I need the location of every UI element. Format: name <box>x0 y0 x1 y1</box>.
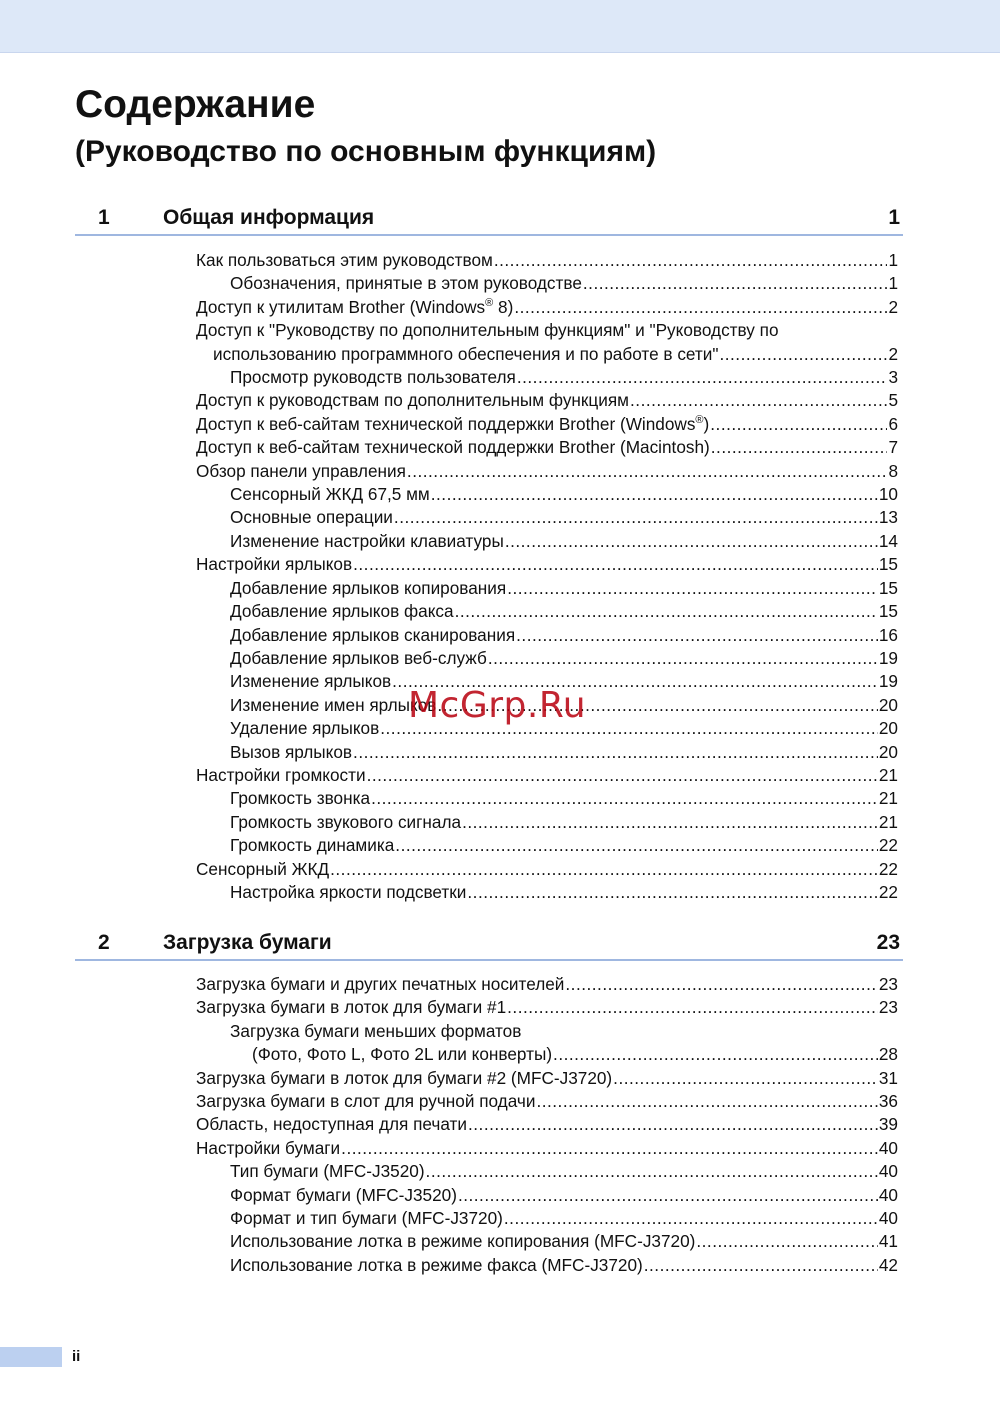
leader-dots <box>504 1207 878 1230</box>
leader-dots <box>455 600 878 623</box>
toc-entry[interactable] <box>196 858 898 881</box>
toc-entry-page: 41 <box>878 1231 898 1252</box>
toc-entry-page: 1 <box>888 273 898 294</box>
toc-entry-label: Формат и тип бумаги (MFC-J3720) <box>230 1208 503 1229</box>
toc-entry-label: Обозначения, принятые в этом руководстве <box>230 273 582 294</box>
toc-entry[interactable] <box>196 506 898 529</box>
toc-entry-label: Загрузка бумаги в лоток для бумаги #2 (MFC-J3720) <box>196 1067 613 1088</box>
toc-entry[interactable] <box>196 366 898 389</box>
toc-entry-label-continued: использованию программного обеспечения и по работе в сети" <box>213 343 719 364</box>
toc-entry-label: Вызов ярлыков <box>230 741 353 762</box>
toc-entry-page: 21 <box>878 788 898 809</box>
toc-entry-page: 19 <box>878 647 898 668</box>
toc-entry-page: 21 <box>878 811 898 832</box>
toc-entry-page: 7 <box>888 437 898 458</box>
leader-dots <box>696 1230 878 1253</box>
toc-entry-page: 16 <box>878 624 898 645</box>
toc-entry-page: 28 <box>878 1044 898 1065</box>
toc-entry-page: 22 <box>878 835 898 856</box>
registered-mark: ® <box>695 413 704 426</box>
toc-entry[interactable] <box>196 647 898 670</box>
chapter-title: Загрузка бумаги <box>163 931 332 954</box>
toc-entry-page: 22 <box>878 881 898 902</box>
leader-dots <box>536 1090 877 1113</box>
toc-entry-label: Загрузка бумаги в лоток для бумаги #1 <box>196 997 507 1018</box>
toc-entry-label: Добавление ярлыков факса <box>230 601 454 622</box>
leader-dots <box>353 553 878 576</box>
toc-entry[interactable] <box>196 296 898 319</box>
toc-entry-continuation <box>196 343 898 366</box>
toc-entry-page: 23 <box>878 997 898 1018</box>
toc-entry[interactable] <box>196 1160 898 1183</box>
toc-entry-page: 15 <box>878 577 898 598</box>
leader-dots <box>462 811 878 834</box>
toc-entry[interactable] <box>196 1113 898 1136</box>
toc-entry-label: Громкость звукового сигнала <box>230 811 462 832</box>
leader-dots <box>507 577 878 600</box>
toc-entry-label: Настройки бумаги <box>196 1137 341 1158</box>
toc-entry[interactable] <box>196 1067 898 1090</box>
chapter-title: Общая информация <box>163 206 375 229</box>
toc-entry[interactable] <box>196 1043 898 1066</box>
toc-entry-label: Сенсорный ЖКД <box>196 858 330 879</box>
page-subtitle: (Руководство по основным функциям) <box>75 135 657 168</box>
toc-entry-page: 21 <box>878 764 898 785</box>
toc-entry-label: Настройки ярлыков <box>196 554 353 575</box>
toc-entry[interactable] <box>196 483 898 506</box>
leader-dots <box>394 506 878 529</box>
leader-dots <box>613 1067 878 1090</box>
toc-entry-label: Добавление ярлыков копирования <box>230 577 507 598</box>
toc-entry[interactable] <box>196 996 898 1019</box>
leader-dots <box>517 366 888 389</box>
toc-entry-page: 20 <box>878 694 898 715</box>
toc-entry-label: Доступ к руководствам по дополнительным функциям <box>196 390 630 411</box>
leader-dots <box>711 436 888 459</box>
toc-entry-label: Добавление ярлыков веб-служб <box>230 647 487 668</box>
toc-entry-label: Изменение имен ярлыков <box>230 694 437 715</box>
page-title: Содержание <box>75 83 316 126</box>
toc-entry[interactable] <box>196 834 898 857</box>
toc-entry-label: Доступ к "Руководству по дополнительным функциям" и "Руководству по <box>196 320 779 341</box>
toc-entry-label: Загрузка бумаги меньших форматов <box>230 1020 522 1041</box>
toc-entry[interactable] <box>196 249 898 272</box>
leader-dots <box>468 1113 878 1136</box>
toc-entry[interactable] <box>196 1020 898 1043</box>
toc-entry-label: Обзор панели управления <box>196 460 406 481</box>
toc-entry[interactable] <box>196 577 898 600</box>
toc-entry[interactable] <box>196 460 898 483</box>
leader-dots <box>353 741 878 764</box>
toc-entry[interactable] <box>196 436 898 459</box>
toc-entry-page: 40 <box>878 1208 898 1229</box>
leader-dots <box>630 389 887 412</box>
footer-band <box>0 1347 62 1367</box>
toc-entry[interactable] <box>196 600 898 623</box>
toc-entry-page: 20 <box>878 718 898 739</box>
toc-entry-label: Использование лотка в режиме факса (MFC-J3720) <box>230 1254 643 1275</box>
toc-entry-page: 22 <box>878 858 898 879</box>
leader-dots <box>431 483 878 506</box>
leader-dots <box>330 858 878 881</box>
toc-list-chapter-1 <box>196 249 898 904</box>
chapter-number: 1 <box>98 206 110 229</box>
leader-dots <box>583 272 888 295</box>
toc-entry-page: 39 <box>878 1114 898 1135</box>
toc-entry-label: Просмотр руководств пользователя <box>230 367 516 388</box>
leader-dots <box>426 1160 878 1183</box>
label-text: 8) <box>493 296 514 317</box>
toc-entry-label: Загрузка бумаги в слот для ручной подачи <box>196 1091 536 1112</box>
toc-entry-page: 23 <box>878 974 898 994</box>
toc-entry[interactable] <box>196 1207 898 1230</box>
toc-entry-label <box>196 296 513 319</box>
toc-entry[interactable] <box>196 624 898 647</box>
toc-entry-page: 40 <box>878 1161 898 1182</box>
toc-entry-label: Изменение ярлыков <box>230 671 392 692</box>
toc-entry-page: 31 <box>878 1067 898 1088</box>
leader-dots <box>516 624 878 647</box>
toc-entry-label: Область, недоступная для печати <box>196 1114 467 1135</box>
toc-entry-label: Настройка яркости подсветки <box>230 881 467 902</box>
leader-dots <box>514 296 887 319</box>
toc-list-chapter-2 <box>196 973 898 1277</box>
toc-entry-multiline[interactable] <box>196 319 898 366</box>
leader-dots <box>505 530 878 553</box>
toc-entry[interactable] <box>196 811 898 834</box>
toc-entry[interactable] <box>196 787 898 810</box>
toc-entry[interactable] <box>196 272 898 295</box>
label-text: Доступ к веб-сайтам технической поддержки Brother (Windows <box>196 413 696 434</box>
toc-entry-page: 40 <box>878 1184 898 1205</box>
toc-entry-page: 13 <box>878 507 898 528</box>
leader-dots <box>719 343 887 366</box>
leader-dots <box>488 647 878 670</box>
leader-dots <box>407 460 888 483</box>
registered-mark: ® <box>485 296 494 309</box>
toc-entry-page: 1 <box>888 250 898 270</box>
leader-dots <box>710 413 887 436</box>
leader-dots <box>341 1137 878 1160</box>
leader-dots <box>494 249 888 272</box>
toc-entry[interactable] <box>196 764 898 787</box>
toc-entry-label: Основные операции <box>230 507 393 528</box>
chapter-number: 2 <box>98 931 110 954</box>
toc-entry[interactable] <box>196 553 898 576</box>
leader-dots <box>565 973 877 996</box>
toc-entry-page: 3 <box>888 367 898 388</box>
toc-entry-label: Громкость динамика <box>230 835 395 856</box>
toc-entry[interactable] <box>196 389 898 412</box>
toc-entry-page: 2 <box>888 296 898 317</box>
toc-entry[interactable] <box>196 413 898 436</box>
toc-entry-label: Использование лотка в режиме копирования (MFC-J3720) <box>230 1231 696 1252</box>
page-number: ii <box>72 1348 81 1365</box>
chapter-heading[interactable] <box>75 204 903 236</box>
toc-entry-label: Формат бумаги (MFC-J3520) <box>230 1184 457 1205</box>
header-band <box>0 0 1000 53</box>
toc-entry-page: 5 <box>888 390 898 411</box>
toc-entry-label: Добавление ярлыков сканирования <box>230 624 516 645</box>
leader-dots <box>553 1043 878 1066</box>
toc-entry-label: Настройки громкости <box>196 764 366 785</box>
leader-dots <box>367 764 878 787</box>
leader-dots <box>644 1254 878 1277</box>
chapter-page: 1 <box>888 206 900 229</box>
toc-entry-page: 20 <box>878 741 898 762</box>
toc-entry[interactable] <box>196 1137 898 1160</box>
toc-entry[interactable] <box>196 1230 898 1253</box>
toc-entry-label: Загрузка бумаги и других печатных носителей <box>196 974 565 994</box>
toc-entry-label: Удаление ярлыков <box>230 718 380 739</box>
toc-entry-page: 6 <box>888 413 898 434</box>
toc-entry[interactable] <box>196 973 898 996</box>
toc-entry[interactable] <box>196 1254 898 1277</box>
leader-dots <box>458 1184 878 1207</box>
toc-entry[interactable] <box>196 1090 898 1113</box>
leader-dots <box>371 787 878 810</box>
toc-entry-page: 40 <box>878 1137 898 1158</box>
watermark: McGrp.Ru <box>408 685 587 726</box>
toc-entry-page: 10 <box>878 484 898 505</box>
chapter-heading[interactable] <box>75 929 903 961</box>
toc-entry[interactable] <box>196 530 898 553</box>
toc-entry-label: Как пользоваться этим руководством <box>196 250 493 270</box>
toc-entry-label: Сенсорный ЖКД 67,5 мм <box>230 484 430 505</box>
toc-entry-page: 15 <box>878 601 898 622</box>
toc-entry-page: 8 <box>888 460 898 481</box>
leader-dots <box>467 881 877 904</box>
chapter-page: 23 <box>876 931 900 954</box>
label-text: Доступ к утилитам Brother (Windows <box>196 296 486 317</box>
toc-entry-page: 15 <box>878 554 898 575</box>
toc-entry-page: 36 <box>878 1091 898 1112</box>
toc-entry-page: 14 <box>878 530 898 551</box>
toc-entry-label: (Фото, Фото L, Фото 2L или конверты) <box>252 1044 553 1065</box>
toc-entry[interactable] <box>196 741 898 764</box>
leader-dots <box>507 996 878 1019</box>
toc-entry-label: Изменение настройки клавиатуры <box>230 530 504 551</box>
toc-entry-page: 19 <box>878 671 898 692</box>
toc-entry-label: Громкость звонка <box>230 788 371 809</box>
toc-entry-label: Доступ к веб-сайтам технической поддержки Brother (Macintosh) <box>196 437 710 458</box>
toc-entry-page: 2 <box>888 343 898 364</box>
toc-entry[interactable] <box>196 1184 898 1207</box>
toc-entry-label <box>196 413 709 436</box>
toc-entry-label: Тип бумаги (MFC-J3520) <box>230 1161 425 1182</box>
label-text: ) <box>703 413 710 434</box>
toc-entry-page: 42 <box>878 1254 898 1275</box>
toc-entry[interactable] <box>196 881 898 904</box>
leader-dots <box>395 834 878 857</box>
